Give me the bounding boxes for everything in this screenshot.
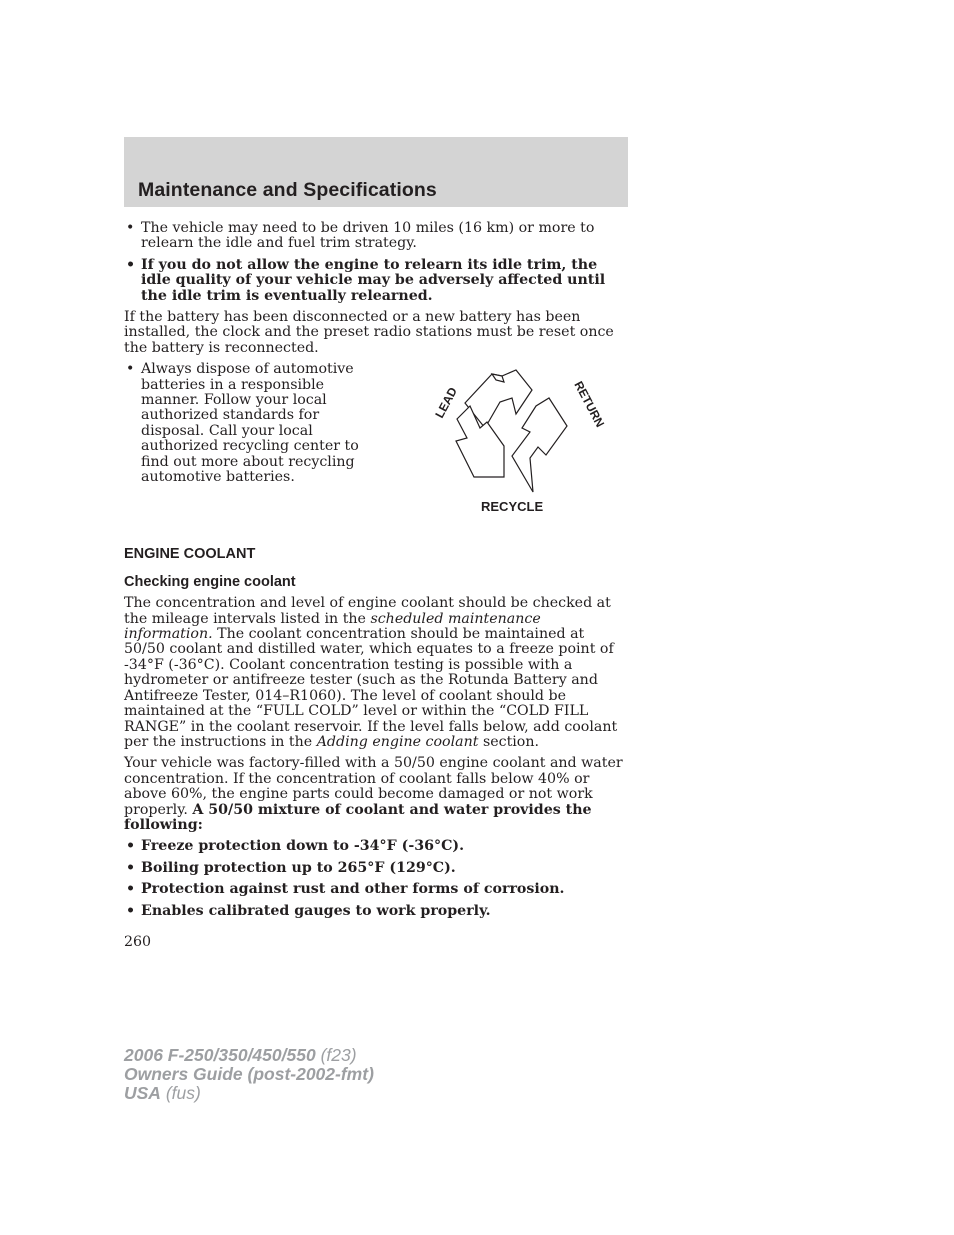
bullet-freeze-protection: • Freeze protection down to -34°F (-36°C).	[124, 839, 628, 854]
bullet-boiling-protection: • Boiling protection up to 265°F (129°C).	[124, 861, 628, 876]
checking-coolant-subheading: Checking engine coolant	[124, 574, 296, 591]
engine-coolant-heading: ENGINE COOLANT	[124, 546, 256, 563]
coolant-mixture-bold: A 50/50 mixture of coolant and water provides the following:	[124, 801, 592, 833]
footer-line-model	[124, 1046, 374, 1065]
bullet-rust-protection: • Protection against rust and other forms of corrosion.	[124, 882, 628, 897]
recycle-label: RECYCLE	[481, 499, 544, 515]
adding-coolant-ref: Adding engine coolant	[316, 733, 479, 750]
footer-guide: Owners Guide (post-2002-fmt)	[124, 1064, 374, 1084]
section-header-band	[124, 137, 628, 207]
recycle-section	[124, 362, 628, 530]
footer-market: USA	[124, 1083, 161, 1103]
bullet-relearn-warning: • If you do not allow the engine to relearn its idle trim, the idle quality of your vehicle may be adversely affected until the idle trim is eventually relearned.	[124, 258, 628, 304]
coolant-check-text-b: The coolant concentration should be maintained at 50/50 coolant and distilled water, which equates to a freeze point of -34°F (-36°C). Coolant concentration testing is possible with a hydrometer or antifreeze tester (such as the Rotunda Battery and Antifreeze Tester, 014–R1060). The level of coolant should be maintained at the “FULL COLD” level or within the “COLD FILL RANGE” in the coolant reservoir. If the level falls below, add coolant per the instructions in the	[124, 626, 618, 750]
page-content	[124, 221, 628, 950]
bullet-battery-disposal: • Always dispose of automotive batteries in a responsible manner. Follow your local authorized standards for disposal. Call your local authorized recycling center to find out more about recycling automotive batteries.	[124, 362, 377, 485]
document-footer	[124, 1046, 374, 1103]
coolant-check-text-c: section.	[478, 733, 539, 750]
coolant-mixture-text: Your vehicle was factory-filled with a 50/50 engine coolant and water concentration. If the concentration of coolant falls below 40% or above 60%, the engine parts could become damaged or not work properly.	[124, 755, 623, 818]
footer-market-code: (fus)	[160, 1083, 201, 1103]
footer-line-guide	[124, 1065, 374, 1084]
coolant-check-paragraph	[124, 596, 628, 750]
recycle-arrows-icon	[420, 358, 608, 518]
footer-model: 2006 F-250/350/450/550	[124, 1045, 316, 1065]
coolant-check-text-a: The concentration and level of engine coolant should be checked at the mileage intervals listed in the	[124, 595, 611, 627]
bullet-relearn-drive: • The vehicle may need to be driven 10 miles (16 km) or more to relearn the idle and fuel trim strategy.	[124, 221, 628, 252]
coolant-mixture-paragraph	[124, 756, 628, 833]
page-number: 260	[124, 933, 152, 950]
footer-line-market	[124, 1084, 374, 1103]
section-title: Maintenance and Specifications	[138, 179, 437, 201]
lead-label: LEAD	[432, 385, 460, 421]
footer-model-code: (f23)	[315, 1045, 357, 1065]
battery-reset-paragraph: If the battery has been disconnected or a new battery has been installed, the clock and the preset radio stations must be reset once the battery is reconnected.	[124, 309, 614, 356]
bullet-calibrated-gauges: • Enables calibrated gauges to work properly.	[124, 904, 628, 919]
return-label: RETURN	[571, 379, 608, 430]
scheduled-maintenance-ref: scheduled maintenance information.	[124, 610, 541, 643]
